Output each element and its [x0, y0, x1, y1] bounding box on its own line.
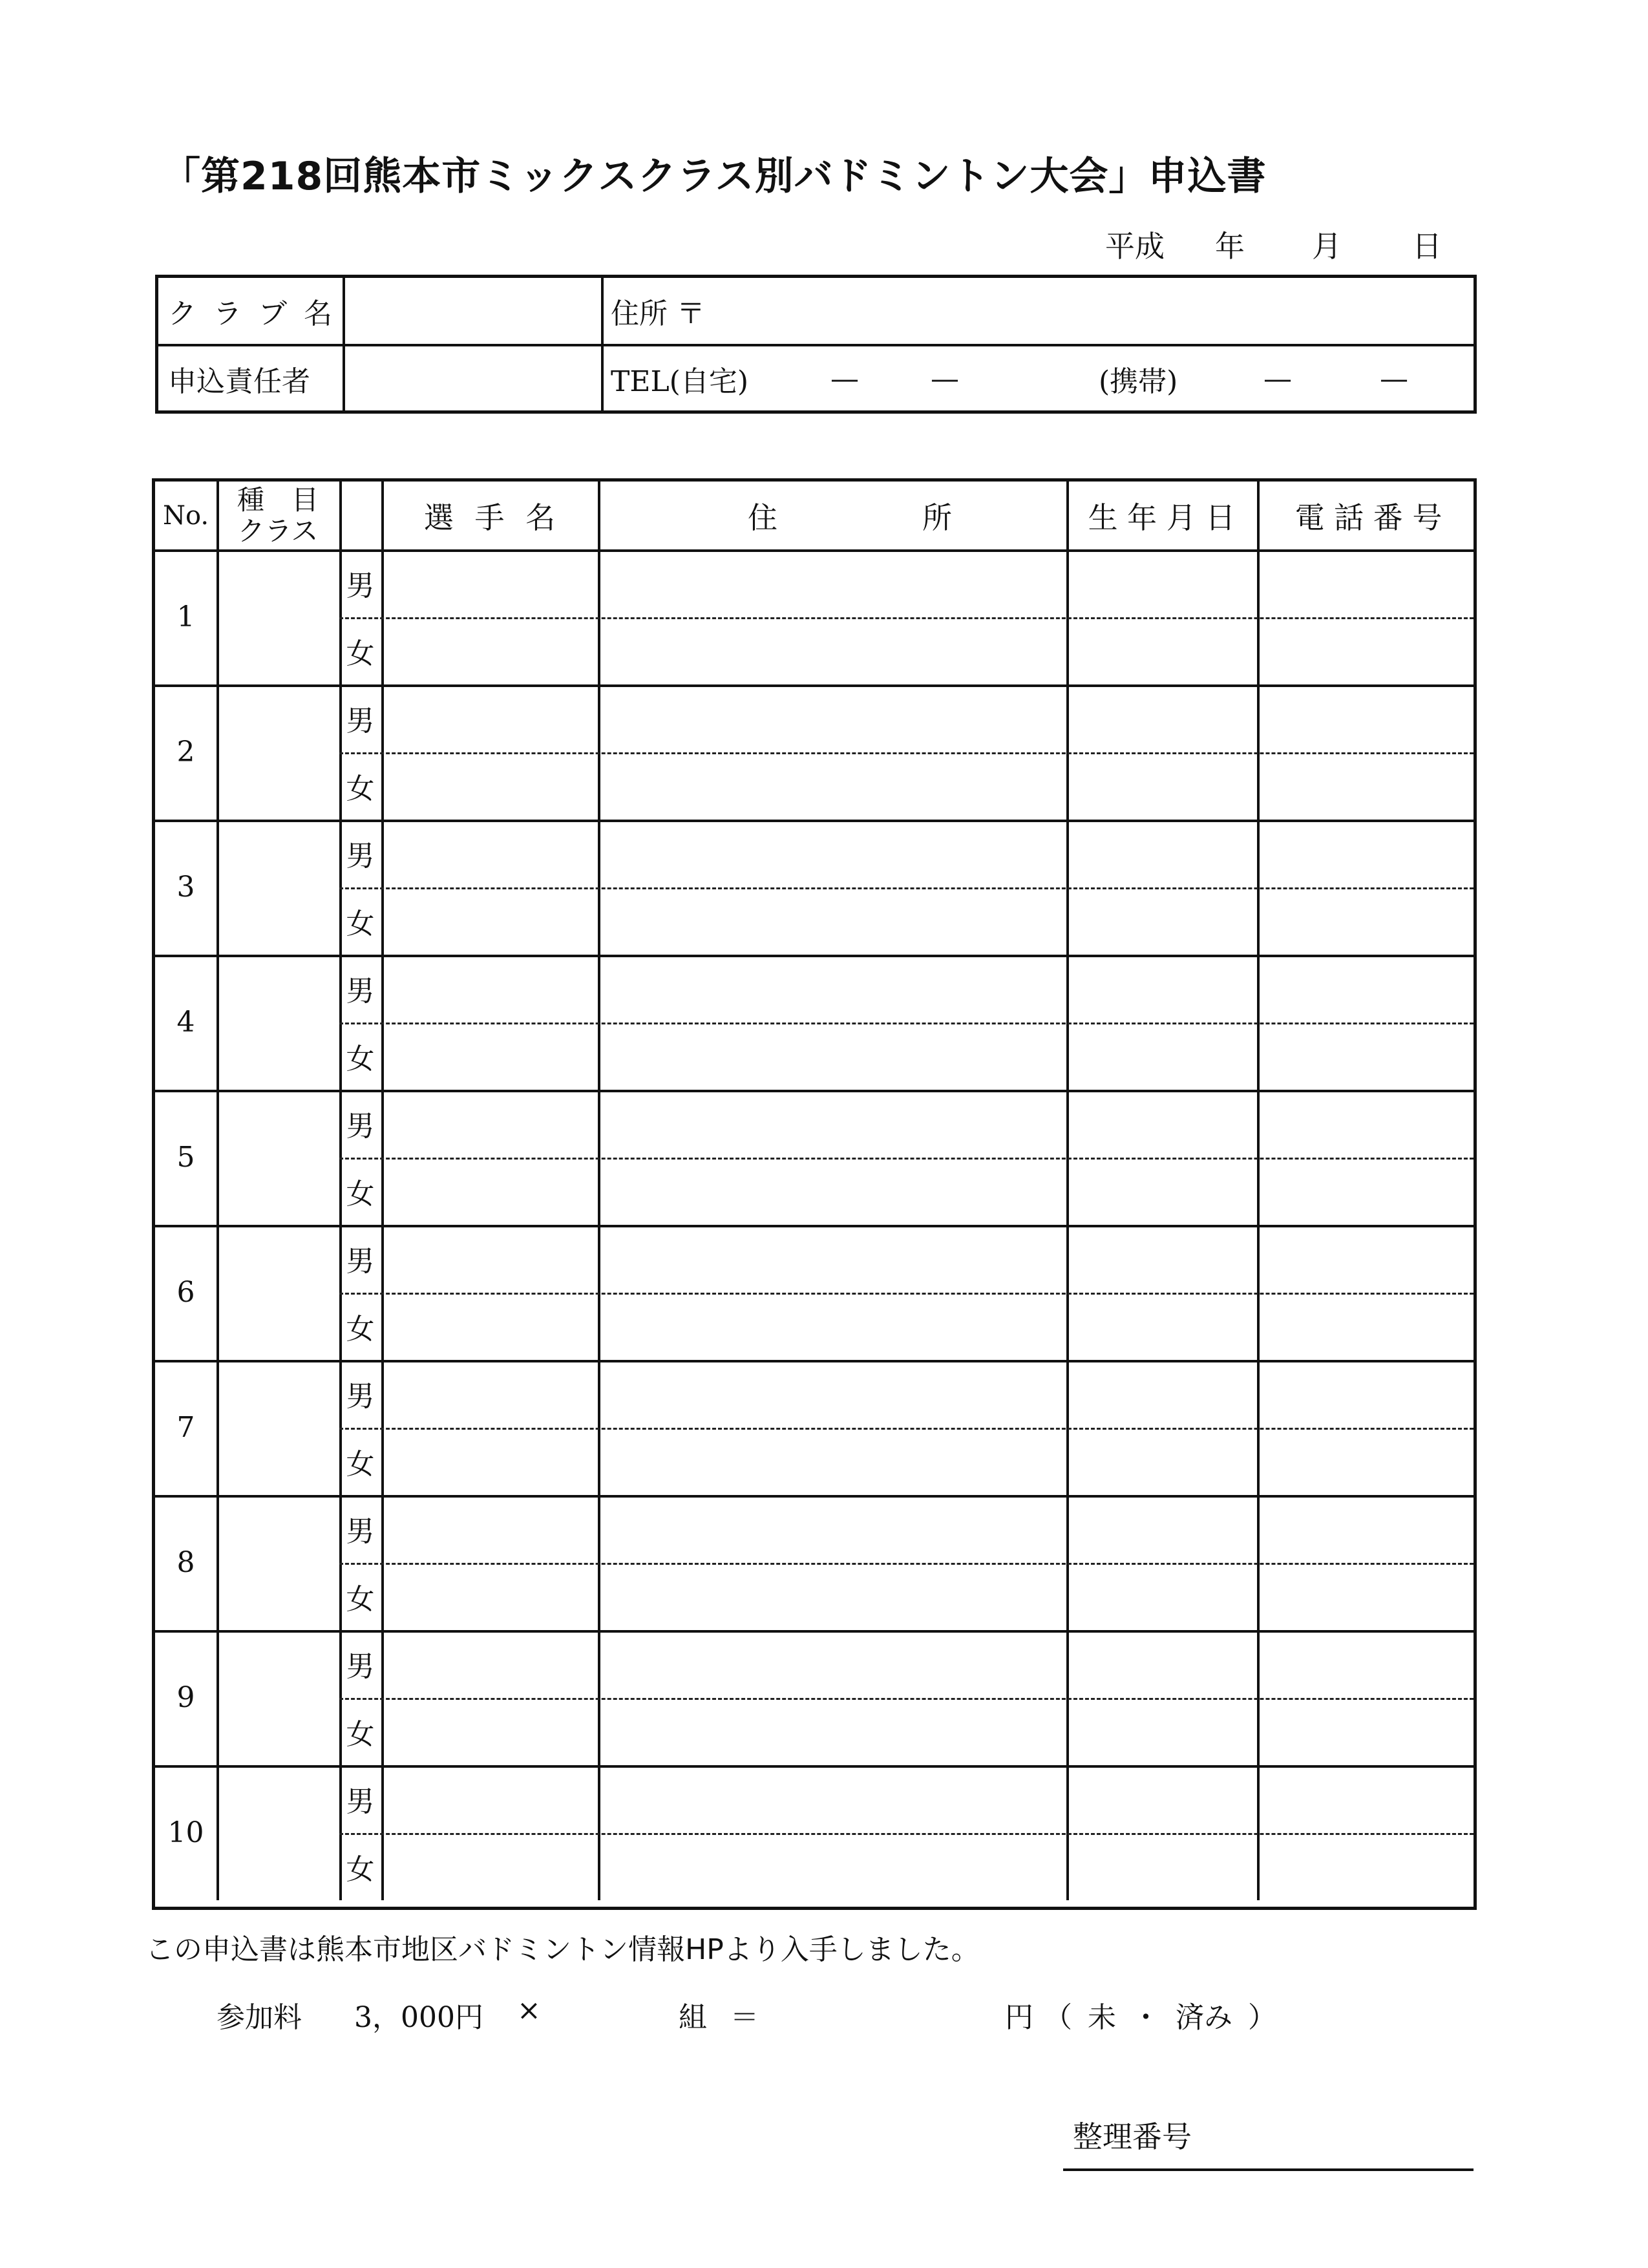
date-day: 日: [1412, 229, 1442, 264]
event-class-cell[interactable]: [217, 684, 339, 820]
female-label: 女: [346, 1177, 375, 1211]
fee-yen: 円: [1005, 2001, 1033, 2034]
pair-divider: [339, 1563, 1474, 1565]
tel-dash: —: [1380, 362, 1408, 396]
date-month: 月: [1312, 229, 1342, 264]
fee-equals: ＝: [730, 2001, 759, 2034]
pair-divider: [339, 1023, 1474, 1024]
row-number: 3: [176, 871, 195, 904]
tel-dash: —: [931, 362, 959, 396]
header-player-name: 選 手 名: [423, 500, 556, 535]
female-label: 女: [346, 1582, 375, 1616]
reference-number-label: 整理番号: [1073, 2119, 1192, 2154]
male-label: 男: [346, 569, 375, 603]
row-number: 2: [176, 736, 195, 768]
female-label: 女: [346, 1717, 375, 1751]
download-note: この申込書は熊本市地区バドミントン情報HPより入手しました。: [145, 1933, 980, 1966]
male-label: 男: [346, 1785, 375, 1819]
responsible-label: 申込責任者: [168, 365, 310, 398]
fee-pairs-label: 組: [679, 2001, 707, 2034]
column-divider: [381, 482, 384, 1900]
date-year: 年: [1215, 229, 1245, 264]
fee-label: 参加料: [217, 2001, 302, 2034]
fee-amount: 3，000円: [354, 2001, 483, 2034]
header-class: クラス: [237, 514, 319, 547]
fee-status: （ 未 ・ 済み ）: [1044, 2001, 1276, 2034]
tel-dash: —: [1263, 362, 1292, 396]
event-class-cell[interactable]: [217, 1495, 339, 1630]
pair-divider: [339, 752, 1474, 754]
row-number: 10: [167, 1816, 204, 1849]
pair-divider: [339, 1428, 1474, 1430]
female-label: 女: [346, 637, 375, 670]
responsible-field[interactable]: [345, 346, 601, 411]
pair-divider: [339, 1833, 1474, 1835]
column-divider: [1257, 482, 1260, 1900]
female-label: 女: [346, 1447, 375, 1481]
pair-divider: [339, 1698, 1474, 1700]
male-label: 男: [346, 975, 375, 1008]
female-label: 女: [346, 907, 375, 940]
female-label: 女: [346, 1852, 375, 1886]
row-number: 5: [176, 1141, 195, 1174]
event-class-cell[interactable]: [217, 1630, 339, 1765]
tel-home-label: TEL(自宅): [611, 365, 749, 398]
tel-dash: —: [830, 362, 859, 396]
header-phone: 電 話 番 号: [1294, 500, 1442, 535]
event-class-cell[interactable]: [217, 820, 339, 955]
female-label: 女: [346, 1042, 375, 1076]
event-class-cell[interactable]: [217, 1765, 339, 1900]
row-number: 9: [176, 1681, 195, 1714]
event-class-cell[interactable]: [217, 1225, 339, 1360]
event-class-cell[interactable]: [217, 1090, 339, 1225]
header-no: No.: [162, 500, 209, 531]
club-name-label: ク ラ ブ 名: [168, 297, 336, 330]
tel-mobile-label: (携帯): [1099, 365, 1178, 398]
male-label: 男: [346, 705, 375, 738]
header-event-class: [217, 482, 339, 549]
row-number: 4: [176, 1006, 195, 1039]
pair-divider: [339, 617, 1474, 619]
header-address-1: 住: [748, 500, 777, 535]
header-event: 種 目: [237, 483, 319, 516]
event-class-cell[interactable]: [217, 955, 339, 1090]
club-info-table: [155, 275, 1477, 414]
event-class-cell[interactable]: [217, 549, 339, 684]
header-address-2: 所: [922, 500, 952, 535]
entry-table: [152, 478, 1477, 1910]
column-divider: [598, 482, 600, 1900]
fee-times: ×: [517, 1994, 541, 2027]
row-number: 1: [176, 600, 195, 633]
pair-divider: [339, 1158, 1474, 1160]
reference-number-line[interactable]: [1063, 2168, 1474, 2171]
date-era: 平成: [1105, 229, 1165, 264]
male-label: 男: [346, 1110, 375, 1143]
row-number: 6: [176, 1276, 195, 1309]
female-label: 女: [346, 1312, 375, 1346]
row-number: 8: [176, 1546, 195, 1579]
male-label: 男: [346, 1245, 375, 1278]
pair-divider: [339, 887, 1474, 889]
row-number: 7: [176, 1411, 195, 1444]
male-label: 男: [346, 1650, 375, 1684]
pair-divider: [339, 1293, 1474, 1295]
club-address-label: 住所 〒: [611, 297, 705, 330]
male-label: 男: [346, 840, 375, 873]
club-name-field[interactable]: [345, 278, 601, 344]
event-class-cell[interactable]: [217, 1360, 339, 1495]
form-title: 「第218回熊本市ミックスクラス別バドミントン大会」申込書: [162, 154, 1267, 199]
header-birthdate: 生 年 月 日: [1088, 500, 1236, 535]
column-divider: [1066, 482, 1069, 1900]
male-label: 男: [346, 1515, 375, 1549]
female-label: 女: [346, 772, 375, 805]
male-label: 男: [346, 1380, 375, 1414]
